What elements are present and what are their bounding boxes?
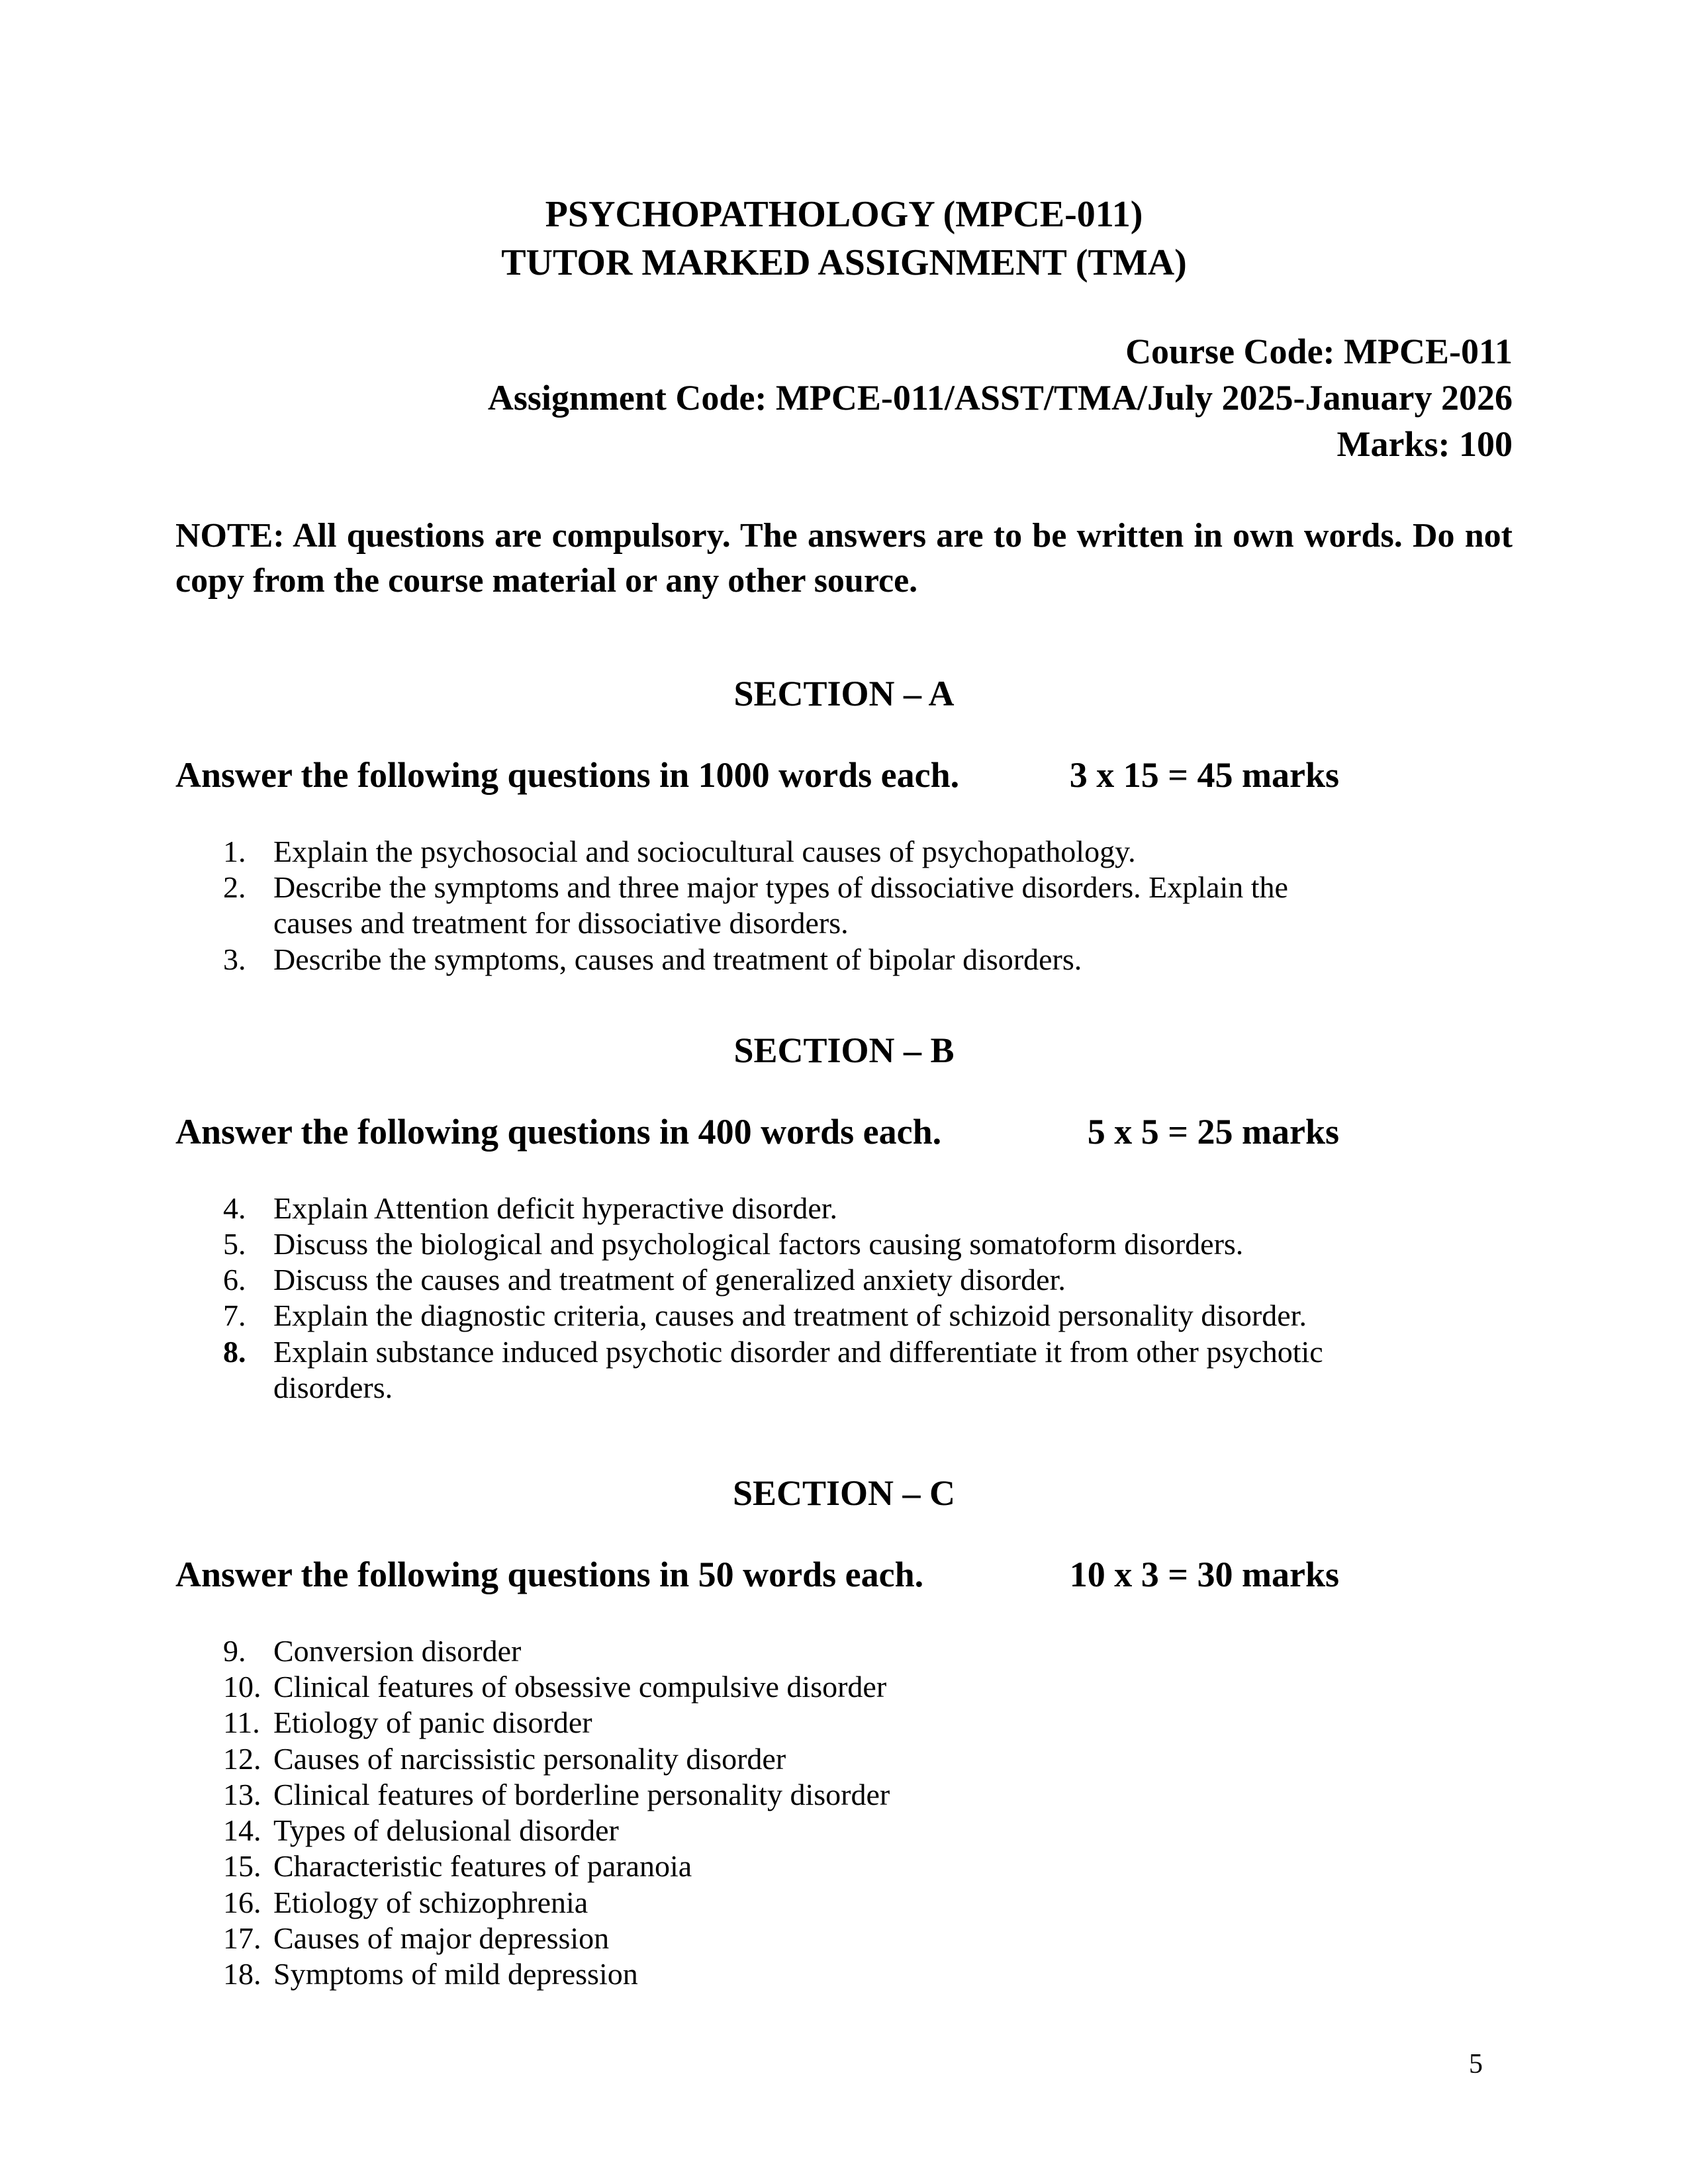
question-text: Describe the symptoms, causes and treatment of bipolar disorders. [273,942,1082,976]
question-item [223,1298,1513,1334]
course-code: Course Code: MPCE-011 [1125,331,1513,371]
question-item [223,870,1513,942]
question-number: 13. [223,1777,261,1811]
question-text: Causes of narcissistic personality disorder [273,1741,786,1776]
section-instruction: Answer the following questions in 1000 words each. [175,755,960,796]
question-number: 11. [223,1706,260,1740]
question-number: 7. [223,1298,246,1333]
question-text: Clinical features of obsessive compulsive disorder [273,1670,887,1704]
question-number: 12. [223,1741,261,1776]
question-text: Etiology of panic disorder [273,1706,592,1740]
question-text: Discuss the biological and psychological factors causing somatoform disorders. [273,1226,1244,1261]
question-number: 14. [223,1813,261,1848]
section-instruction: Answer the following questions in 50 words each. [175,1554,924,1594]
question-list [175,834,1513,978]
section-instruction-line [175,754,1513,797]
question-number: 18. [223,1957,261,1991]
question-text: Clinical features of borderline personality disorder [273,1777,890,1811]
section-3 [175,1472,1513,1992]
question-item [223,1921,1513,1956]
question-list [175,1633,1513,1993]
question-text: Characteristic features of paranoia [273,1849,692,1884]
section-instruction-line [175,1111,1513,1154]
question-item [223,1741,1513,1777]
note-paragraph: NOTE: All questions are compulsory. The answers are to be written in own words. Do not copy from the course material or any other source. [175,517,1513,600]
question-text: Explain Attention deficit hyperactive disorder. [273,1191,838,1225]
question-item [223,834,1513,870]
question-number: 9. [223,1633,246,1668]
question-text: Conversion disorder [273,1633,522,1668]
question-number: 17. [223,1921,261,1955]
question-item [223,1777,1513,1813]
question-item [223,1813,1513,1848]
question-number: 4. [223,1191,246,1225]
section-heading: SECTION – C [732,1473,956,1514]
question-text: Etiology of schizophrenia [273,1885,588,1919]
question-item [223,1334,1513,1406]
question-text: Types of delusional disorder [273,1813,619,1848]
course-meta-block [175,328,1513,468]
question-item [223,1226,1513,1262]
section-1 [175,672,1513,978]
question-number: 10. [223,1670,261,1704]
assignment-code: Assignment Code: MPCE-011/ASST/TMA/July 2025-January 2026 [487,377,1513,418]
question-list [175,1191,1513,1406]
question-number: 15. [223,1849,261,1884]
sections-container [175,672,1513,1992]
question-item [223,1262,1513,1298]
question-text: Explain the psychosocial and sociocultural causes of psychopathology. [273,834,1136,868]
question-item [223,942,1513,978]
question-number: 5. [223,1226,246,1261]
question-text: Describe the symptoms and three major types of dissociative disorders. Explain the causes and treatment for dissociative disorders. [273,870,1288,940]
question-item [223,1705,1513,1741]
document-title-line1: PSYCHOPATHOLOGY (MPCE-011) [545,194,1143,235]
question-number: 16. [223,1885,261,1919]
question-number: 3. [223,942,246,976]
question-item [223,1191,1513,1226]
question-item [223,1885,1513,1921]
question-item [223,1848,1513,1884]
section-heading: SECTION – A [733,674,955,714]
section-2 [175,1029,1513,1406]
question-item [223,1956,1513,1992]
document-title-block [175,191,1513,287]
section-instruction-line [175,1553,1513,1596]
question-text: Explain the diagnostic criteria, causes and treatment of schizoid personality disorder. [273,1298,1307,1333]
section-marks: 5 x 5 = 25 marks [1087,1111,1339,1152]
question-text: Causes of major depression [273,1921,610,1955]
section-marks: 3 x 15 = 45 marks [1069,755,1339,796]
section-heading: SECTION – B [733,1030,955,1070]
question-text: Explain substance induced psychotic disorder and differentiate it from other psychotic disorders. [273,1334,1323,1404]
question-item [223,1633,1513,1669]
question-number: 2. [223,870,246,905]
question-item [223,1669,1513,1705]
section-instruction: Answer the following questions in 400 words each. [175,1111,942,1152]
question-text: Discuss the causes and treatment of generalized anxiety disorder. [273,1263,1066,1297]
question-number: 1. [223,834,246,868]
question-number: 8. [223,1334,246,1369]
question-number: 6. [223,1263,246,1297]
question-text: Symptoms of mild depression [273,1957,638,1991]
section-marks: 10 x 3 = 30 marks [1069,1554,1339,1594]
document-title-line2: TUTOR MARKED ASSIGNMENT (TMA) [501,242,1187,283]
total-marks: Marks: 100 [1336,424,1513,464]
page-number: 5 [1469,2049,1483,2079]
